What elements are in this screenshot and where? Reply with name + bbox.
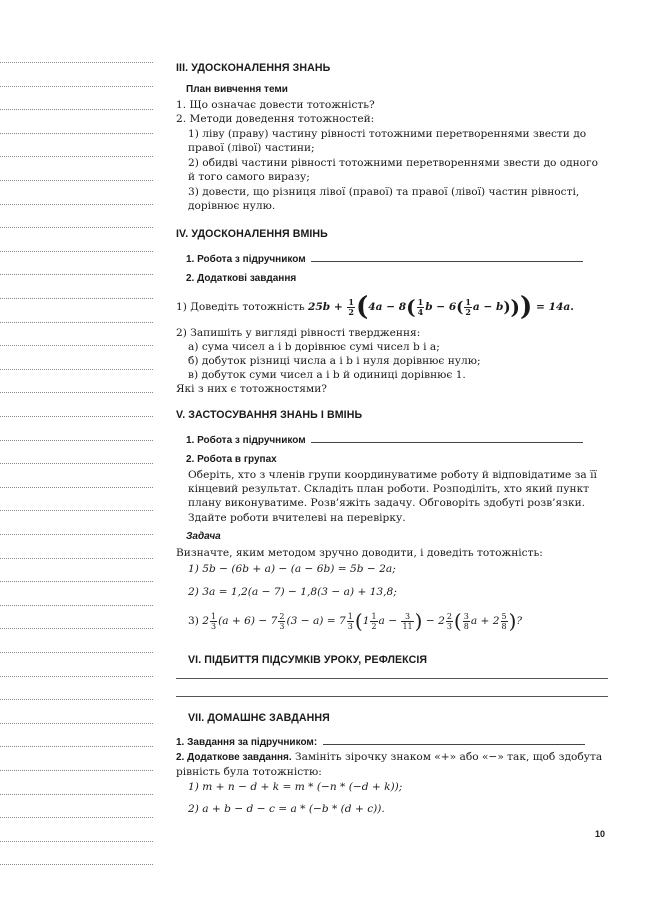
margin-notes-area bbox=[0, 0, 155, 900]
margin-note-line[interactable] bbox=[0, 817, 153, 818]
reflection-line-2[interactable] bbox=[176, 696, 608, 697]
homework-expression-2: 2) a + b − d − c = a * (−b * (d + c)). bbox=[188, 803, 385, 815]
reflection-line-1[interactable] bbox=[176, 678, 608, 679]
statement-b: б) добуток різниці числа a і b і нуля дорівнює нулю; bbox=[188, 355, 481, 367]
margin-note-line[interactable] bbox=[0, 746, 153, 747]
section-4-heading: IV. УДОСКОНАЛЕННЯ ВМІНЬ bbox=[176, 228, 328, 240]
method-1: 1) ліву (праву) частину рівності тотожними перетвореннями звести до правої (лівої) частини; bbox=[188, 128, 587, 155]
margin-note-line[interactable] bbox=[0, 133, 153, 134]
margin-note-line[interactable] bbox=[0, 109, 153, 110]
textbook-answer-line-4[interactable] bbox=[311, 251, 583, 262]
margin-note-line[interactable] bbox=[0, 204, 153, 205]
margin-note-line[interactable] bbox=[0, 416, 153, 417]
group-work-text: Оберіть, хто з членів групи координуватиме роботу й відповідатиме за її кінцевий результат. Складіть план роботи. Розподіліть, хто який пункт плану виконуватиме. Розв’яжіть задачу. Обговоріть здобуті розв’язки. Здайте роботи вчителеві на перевірку. bbox=[188, 469, 597, 524]
margin-note-line[interactable] bbox=[0, 322, 153, 323]
margin-note-line[interactable] bbox=[0, 723, 153, 724]
margin-note-line[interactable] bbox=[0, 251, 153, 252]
task-1-text: 1) Доведіть тотожність bbox=[176, 301, 305, 313]
margin-note-line[interactable] bbox=[0, 86, 153, 87]
margin-note-line[interactable] bbox=[0, 676, 153, 677]
margin-note-line[interactable] bbox=[0, 652, 153, 653]
margin-note-line[interactable] bbox=[0, 227, 153, 228]
identity-result: = 14a. bbox=[536, 301, 574, 313]
statement-a: а) сума чисел a і b дорівнює сумі чисел b і a; bbox=[188, 341, 440, 353]
margin-note-line[interactable] bbox=[0, 369, 153, 370]
margin-note-line[interactable] bbox=[0, 841, 153, 842]
homework-textbook-label: 1. Завдання за підручником: bbox=[176, 734, 585, 748]
margin-note-line[interactable] bbox=[0, 628, 153, 629]
identity-expression: 25b + $\frac{1}{2}$ (4a − 8( $\frac{1}{4}$ b − 6( $\frac{1}{2}$ a − b))) bbox=[307, 292, 533, 322]
margin-note-line[interactable] bbox=[0, 794, 153, 795]
homework-extra-task: 2. Додаткове завдання. Замініть зірочку знаком «+» або «−» так, щоб здобута рівність була тотожністю: bbox=[176, 751, 603, 779]
method-2: 2) обидві частини рівності тотожними перетвореннями звести до одного й того самого виразу; bbox=[188, 157, 598, 184]
margin-note-line[interactable] bbox=[0, 581, 153, 582]
margin-note-line[interactable] bbox=[0, 770, 153, 771]
margin-note-line[interactable] bbox=[0, 534, 153, 535]
group-work-label: 2. Робота в групах bbox=[186, 454, 277, 465]
section-3-heading: III. УДОСКОНАЛЕННЯ ЗНАНЬ bbox=[176, 62, 331, 74]
homework-answer-line[interactable] bbox=[323, 734, 585, 745]
margin-note-line[interactable] bbox=[0, 699, 153, 700]
margin-note-line[interactable] bbox=[0, 440, 153, 441]
expression-1: 1) 5b − (6b + a) − (a − 6b) = 5b − 2a; bbox=[188, 563, 396, 575]
page-number: 10 bbox=[595, 829, 606, 839]
expression-3: 3) 2 $\frac{1}{3}$ (a + 6) − 7 $\frac{2}{3}$ (3 − a) = 7 $\frac{1}{3}$ (1 $\frac{1}{2}$ a − $\frac{3}{11}$ ) − 2 $\frac{2}{3}$ ( $\frac{3}{8}$ a + 2 $\frac{5}{8}$ )? bbox=[188, 609, 523, 633]
method-3: 3) довести, що різниця лівої (правої) та правої (лівої) частин рівності, дорівнює нулю. bbox=[188, 186, 580, 213]
plan-title: План вивчення теми bbox=[186, 84, 288, 95]
task-2-text: 2) Запишіть у вигляді рівності твердження: bbox=[176, 327, 421, 339]
section-7-heading: VII. ДОМАШНЄ ЗАВДАННЯ bbox=[188, 712, 330, 724]
section-5-heading: V. ЗАСТОСУВАННЯ ЗНАНЬ І ВМІНЬ bbox=[176, 409, 363, 421]
extra-tasks-label: 2. Додаткові завдання bbox=[186, 273, 297, 284]
identity-task-1 bbox=[176, 288, 608, 326]
margin-note-line[interactable] bbox=[0, 558, 153, 559]
plan-question-2: 2. Методи доведення тотожностей: bbox=[176, 113, 375, 125]
margin-note-line[interactable] bbox=[0, 605, 153, 606]
margin-note-line[interactable] bbox=[0, 463, 153, 464]
textbook-work-label-5: 1. Робота з підручником bbox=[186, 432, 583, 446]
margin-note-line[interactable] bbox=[0, 274, 153, 275]
margin-note-line[interactable] bbox=[0, 345, 153, 346]
task-label: Задача bbox=[186, 531, 221, 542]
section-6-heading: VI. ПІДБИТТЯ ПІДСУМКІВ УРОКУ, РЕФЛЕКСІЯ bbox=[188, 654, 428, 666]
margin-note-line[interactable] bbox=[0, 487, 153, 488]
homework-expression-1: 1) m + n − d + k = m * (−n * (−d + k)); bbox=[188, 781, 403, 793]
margin-note-line[interactable] bbox=[0, 864, 153, 865]
expression-3-formula: 2 $\frac{1}{3}$ (a + 6) − 7 $\frac{2}{3}$ (3 − a) = 7 $\frac{1}{3}$ (1 $\frac{1}{2}$ a − $\frac{3}{11}$ ) − 2 $\frac{2}{3}$ ( $\frac{3}{8}$ a + 2 $\frac{5}{8}$ )? bbox=[202, 609, 523, 633]
textbook-work-label-4: 1. Робота з підручником bbox=[186, 251, 583, 265]
margin-note-line[interactable] bbox=[0, 392, 153, 393]
task-text: Визначте, яким методом зручно доводити, і доведіть тотожність: bbox=[176, 547, 543, 559]
expression-2: 2) 3a = 1,2(a − 7) − 1,8(3 − a) + 13,8; bbox=[188, 586, 397, 598]
margin-note-line[interactable] bbox=[0, 510, 153, 511]
margin-note-line[interactable] bbox=[0, 62, 153, 63]
identity-question: Які з них є тотожностями? bbox=[176, 383, 327, 395]
margin-note-line[interactable] bbox=[0, 156, 153, 157]
textbook-answer-line-5[interactable] bbox=[311, 432, 583, 443]
margin-note-line[interactable] bbox=[0, 298, 153, 299]
margin-note-line[interactable] bbox=[0, 180, 153, 181]
plan-question-1: 1. Що означає довести тотожність? bbox=[176, 99, 375, 111]
statement-c: в) добуток суми чисел a і b й одиниці дорівнює 1. bbox=[188, 369, 466, 381]
